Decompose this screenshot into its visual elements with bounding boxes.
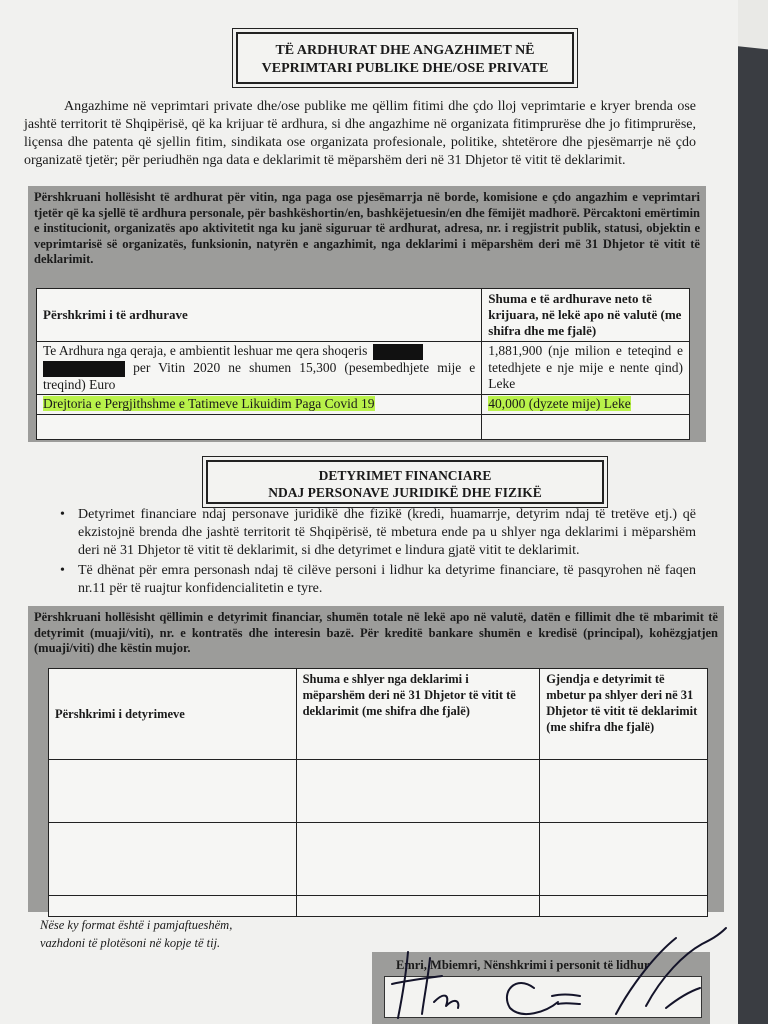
income-row-description — [37, 342, 482, 395]
note-line2: vazhdoni të plotësoni në kopje të tij. — [40, 936, 221, 950]
empty-cell — [540, 760, 708, 823]
financial-section-title — [206, 460, 604, 504]
empty-cell — [49, 823, 297, 896]
empty-cell — [296, 760, 540, 823]
income-desc-part1: Te Ardhura nga qeraja, e ambientit leshuar me qera shoqeris — [43, 343, 368, 358]
income-section-title — [236, 32, 574, 84]
income-title-line1: TË ARDHURAT DHE ANGAZHIMET NË — [275, 43, 535, 58]
income-row-amount — [482, 395, 690, 415]
col-income-description: Përshkrimi i të ardhurave — [37, 289, 482, 342]
note-line1: Nëse ky format është i pamjaftueshëm, — [40, 918, 233, 932]
income-row — [37, 395, 690, 415]
highlighted-text: Drejtoria e Pergjithshme e Tatimeve Likuidim Paga Covid 19 — [43, 396, 375, 412]
debt-row-empty — [49, 760, 708, 823]
income-table — [36, 288, 690, 440]
empty-cell — [37, 414, 482, 439]
income-row-description — [37, 395, 482, 415]
signature-label: Emri, Mbiemri, Nënshkrimi i personit të lidhur — [396, 958, 650, 972]
financial-title-line1: DETYRIMET FINANCIARE — [318, 468, 492, 483]
income-row-empty — [37, 414, 690, 439]
debt-row-empty — [49, 823, 708, 896]
income-desc-part2: per Vitin 2020 ne shumen 15,300 (pesembedhjete mije e treqind) Euro — [43, 359, 476, 392]
highlighted-text: 40,000 (dyzete mije) Leke — [488, 396, 631, 412]
empty-cell — [49, 896, 297, 917]
debt-table — [48, 668, 708, 917]
income-table-header — [37, 289, 690, 342]
col-debt-description: Përshkrimi i detyrimeve — [49, 669, 297, 760]
handwritten-signature — [384, 914, 744, 1024]
empty-cell — [540, 823, 708, 896]
debt-table-header — [49, 669, 708, 760]
redaction-bar — [373, 344, 423, 360]
bullet-item: • Të dhënat për emra personash ndaj të cilëve personi i lidhur ka detyrime financiare, të pasqyrohen në faqen nr.11 për të ruajtur konfidencialitetin e tyre. — [56, 562, 696, 598]
col-debt-paid: Shuma e shlyer nga deklarimi i mëparshëm deri në 31 Dhjetor të vitit të deklarimit (me shifra dhe fjalë) — [296, 669, 540, 760]
empty-cell — [296, 823, 540, 896]
income-row — [37, 342, 690, 395]
empty-cell — [482, 414, 690, 439]
col-debt-remaining: Gjendja e detyrimit të mbetur pa shlyer deri në 31 Dhjetor të vitit të deklarimit (me shifra dhe fjalë) — [540, 669, 708, 760]
income-row-amount: 1,881,900 (nje milion e teteqind e tetedhjete e nje mije e nente qind) Leke — [482, 342, 690, 395]
financial-title-line2: NDAJ PERSONAVE JURIDIKË DHE FIZIKË — [268, 485, 542, 500]
redaction-bar — [43, 361, 125, 377]
empty-cell — [49, 760, 297, 823]
income-instructions: Përshkruani hollësisht të ardhurat për vitin, nga paga ose pjesëmarrja në borde, komisione e çdo angazhim e veprimtari tjetër që ka sjellë të ardhura personale, për bashkëshortin/en, bashkëjetuesin/en dhe fëmijët madhorë. Përcaktoni emërtimin e institucionit, organizatës apo aktivitetit nga ku janë siguruar të ardhurat, adresa, nr. i regjistrit publik, statusi, objektin e veprimtarisë së organizatës, funksionin, natyrën e angazhimit, nga deklarimi i mëparshëm deri më 31 Dhjetor të vitit të deklarimit. — [34, 190, 700, 266]
obligations-bullet-list — [56, 506, 696, 600]
debt-instructions: Përshkruani hollësisht qëllimin e detyrimit financiar, shumën totale në lekë apo në valutë, datën e fillimit dhe të mbarimit të detyrimit (muaji/viti), nr. e kontratës dhe interesin bazë. Për kreditë bankare shumën e kredisë (principal), kohëzgjatjen (muaji/viti) dhe këstin mujor. — [34, 610, 718, 655]
intro-paragraph: Angazhime në veprimtari private dhe/ose publike me qëllim fitimi dhe çdo lloj veprimtarie e kryer brenda ose jashtë territorit të Shqipërisë, që ka krijuar të ardhura, si dhe angazhime në organizata fitimprurëse dhe jo fitimprurëse, liçensa dhe patenta që sjellin fitim, sindikata ose organizata profesionale, politike, shtetërore dhe pjesëmarrje në çdo organizatë tjetër; për periudhën nga data e deklarimit të mëparshëm deri në 31 Dhjetor të vitit të deklarimit. — [24, 99, 696, 168]
col-income-amount: Shuma e të ardhurave neto të krijuara, në lekë apo në valutë (me shifra dhe me fjalë) — [482, 289, 690, 342]
income-title-line2: VEPRIMTARI PUBLIKE DHE/OSE PRIVATE — [261, 61, 549, 76]
continuation-note — [40, 916, 232, 952]
bullet-item: • Detyrimet financiare ndaj personave juridikë dhe fizikë (kredi, huamarrje, detyrim ndaj të tretëve etj.) që ekzistojnë brenda dhe jashtë territorit të Shqipërisë, të mbetura ende pa u shlyer nga deklarimi i mëparshëm deri në 31 Dhjetor të vitit të deklarimit, si dhe detyrimet e lindura gjatë vitit te deklarimit. — [56, 506, 696, 560]
